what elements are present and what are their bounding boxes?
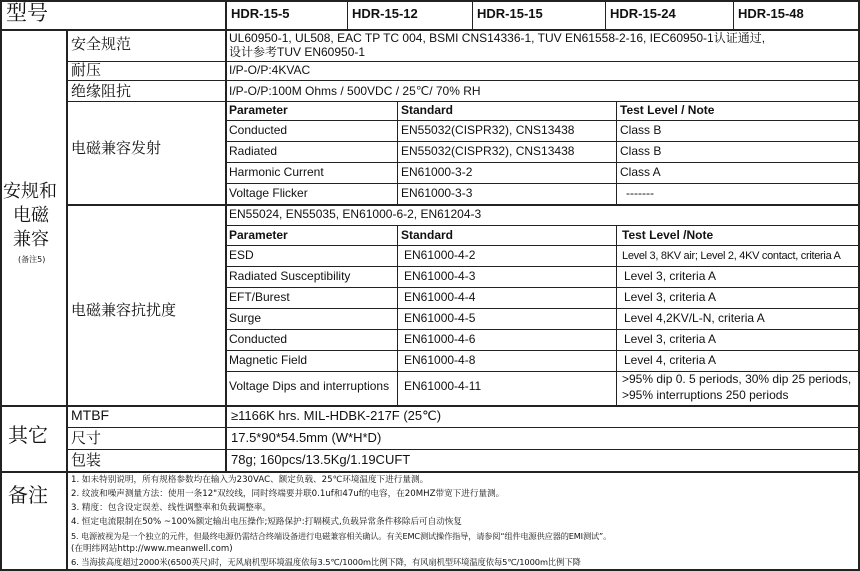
note-line: 4. 恒定电流限制在50% ~100%额定输出电压操作;短路保护:打嗝模式,负载异常条件移除后可自动恢复 bbox=[71, 517, 463, 527]
note-line: 2. 纹波和噪声测量方法：使用一条12"双绞线，同时终端要并联0.1uf和47uf的电容，在20MHZ带宽下进行量测。 bbox=[71, 489, 505, 499]
table-row: EN55032(CISPR32), CNS13438 bbox=[401, 123, 575, 137]
table-row: Class A bbox=[620, 165, 661, 179]
table-row: Voltage Dips and interruptions bbox=[229, 379, 390, 393]
table-row: Level 3, criteria A bbox=[624, 332, 717, 346]
emission-header-standard: Standard bbox=[401, 103, 454, 117]
table-row: EN61000-4-4 bbox=[404, 290, 476, 304]
table-row: Level 3, 8KV air; Level 2, 4KV contact, criteria A bbox=[622, 250, 841, 262]
table-row: Magnetic Field bbox=[229, 353, 308, 367]
table-row: Radiated bbox=[229, 144, 278, 158]
immunity-header-note: Test Level /Note bbox=[622, 228, 714, 242]
table-row: EN61000-4-3 bbox=[404, 269, 476, 283]
note-line: 1. 如未特别说明，所有规格参数均在输入为230VAC、额定负载、25℃环境温度下进行量测。 bbox=[71, 475, 429, 485]
notes-label: 备注 bbox=[8, 483, 48, 507]
table-row: EN61000-3-2 bbox=[401, 165, 473, 179]
emission-header-parameter: Parameter bbox=[229, 103, 288, 117]
table-row: Conducted bbox=[229, 123, 288, 137]
model-name: HDR-15-15 bbox=[477, 6, 543, 21]
withstand-voltage-label: 耐压 bbox=[71, 61, 102, 79]
model-name: HDR-15-48 bbox=[738, 6, 804, 21]
isolation-resistance-value: I/P-O/P:100M Ohms / 500VDC / 25℃/ 70% RH bbox=[229, 84, 481, 98]
immunity-header-standard: Standard bbox=[401, 228, 454, 242]
table-row: Level 3, criteria A bbox=[624, 290, 717, 304]
model-name: HDR-15-5 bbox=[231, 6, 290, 21]
emc-emission-label: 电磁兼容发射 bbox=[71, 139, 162, 157]
table-row: EFT/Burest bbox=[229, 290, 290, 304]
table-row: ESD bbox=[229, 248, 254, 262]
mtbf-value: ≥1166K hrs. MIL-HDBK-217F (25℃) bbox=[231, 408, 442, 423]
table-row: EN61000-4-2 bbox=[404, 248, 476, 262]
model-name: HDR-15-24 bbox=[610, 6, 676, 21]
table-row: Surge bbox=[229, 311, 262, 325]
table-row: Class B bbox=[620, 123, 662, 137]
table-row: EN55032(CISPR32), CNS13438 bbox=[401, 144, 575, 158]
table-row: Harmonic Current bbox=[229, 165, 324, 179]
immunity-header-parameter: Parameter bbox=[229, 228, 288, 242]
safety-standards-value: 设计参考TUV EN60950-1 bbox=[229, 45, 366, 59]
withstand-voltage-value: I/P-O/P:4KVAC bbox=[229, 63, 311, 77]
table-row: Class B bbox=[620, 144, 662, 158]
note-line: 6. 当海拔高度超过2000米(6500英尺)时，无风扇机型环境温度依每3.5℃/1000m比例下降，有风扇机型环境温度依每5℃/1000m比例下降 bbox=[71, 557, 581, 567]
table-row: EN61000-4-8 bbox=[404, 353, 476, 367]
isolation-resistance-label: 绝缘阻抗 bbox=[71, 82, 132, 100]
model-label: 型号 bbox=[6, 1, 48, 25]
note-line: 3. 精度：包含设定误差、线性调整率和负载调整率。 bbox=[71, 503, 271, 513]
table-row: EN61000-4-11 bbox=[404, 379, 482, 393]
model-name: HDR-15-12 bbox=[352, 6, 418, 21]
emission-header-note: Test Level / Note bbox=[620, 103, 715, 117]
mtbf-label: MTBF bbox=[71, 407, 110, 423]
packing-label: 包装 bbox=[71, 451, 102, 469]
table-row: EN61000-4-5 bbox=[404, 311, 476, 325]
table-row: >95% interruptions 250 periods bbox=[622, 388, 789, 402]
dimension-value: 17.5*90*54.5mm (W*H*D) bbox=[231, 430, 382, 445]
table-row: EN61000-3-3 bbox=[401, 186, 473, 200]
note-line: (在明纬网站http://www.meanwell.com) bbox=[71, 544, 233, 554]
safety-standards-value: UL60950-1, UL508, EAC TP TC 004, BSMI CNS14336-1, TUV EN61558-2-16, IEC60950-1认证通过, bbox=[229, 31, 766, 45]
table-row: Level 3, criteria A bbox=[624, 269, 717, 283]
dimension-label: 尺寸 bbox=[71, 429, 102, 447]
table-row: Conducted bbox=[229, 332, 288, 346]
emc-immunity-label: 电磁兼容抗扰度 bbox=[71, 301, 177, 319]
note-line: 5. 电源被视为是一个独立的元件，但最终电源仍需结合终端设备进行电磁兼容相关确认。有关EMC测试操作指导，请参阅“组件电源供应器的EMI测试”。 bbox=[71, 531, 612, 541]
table-row: Level 4, criteria A bbox=[624, 353, 717, 367]
table-row: Radiated Susceptibility bbox=[229, 269, 351, 283]
immunity-summary: EN55024, EN55035, EN61000-6-2, EN61204-3 bbox=[229, 207, 482, 221]
table-row: ------- bbox=[626, 186, 654, 200]
table-row: Voltage Flicker bbox=[229, 186, 308, 200]
packing-value: 78g; 160pcs/13.5Kg/1.19CUFT bbox=[231, 452, 411, 467]
table-row: EN61000-4-6 bbox=[404, 332, 476, 346]
table-row: Level 4,2KV/L-N, criteria A bbox=[624, 311, 765, 325]
other-label: 其它 bbox=[8, 423, 48, 447]
table-row: >95% dip 0. 5 periods, 30% dip 25 periods, bbox=[622, 372, 852, 386]
safety-standards-label: 安全规范 bbox=[71, 35, 132, 53]
